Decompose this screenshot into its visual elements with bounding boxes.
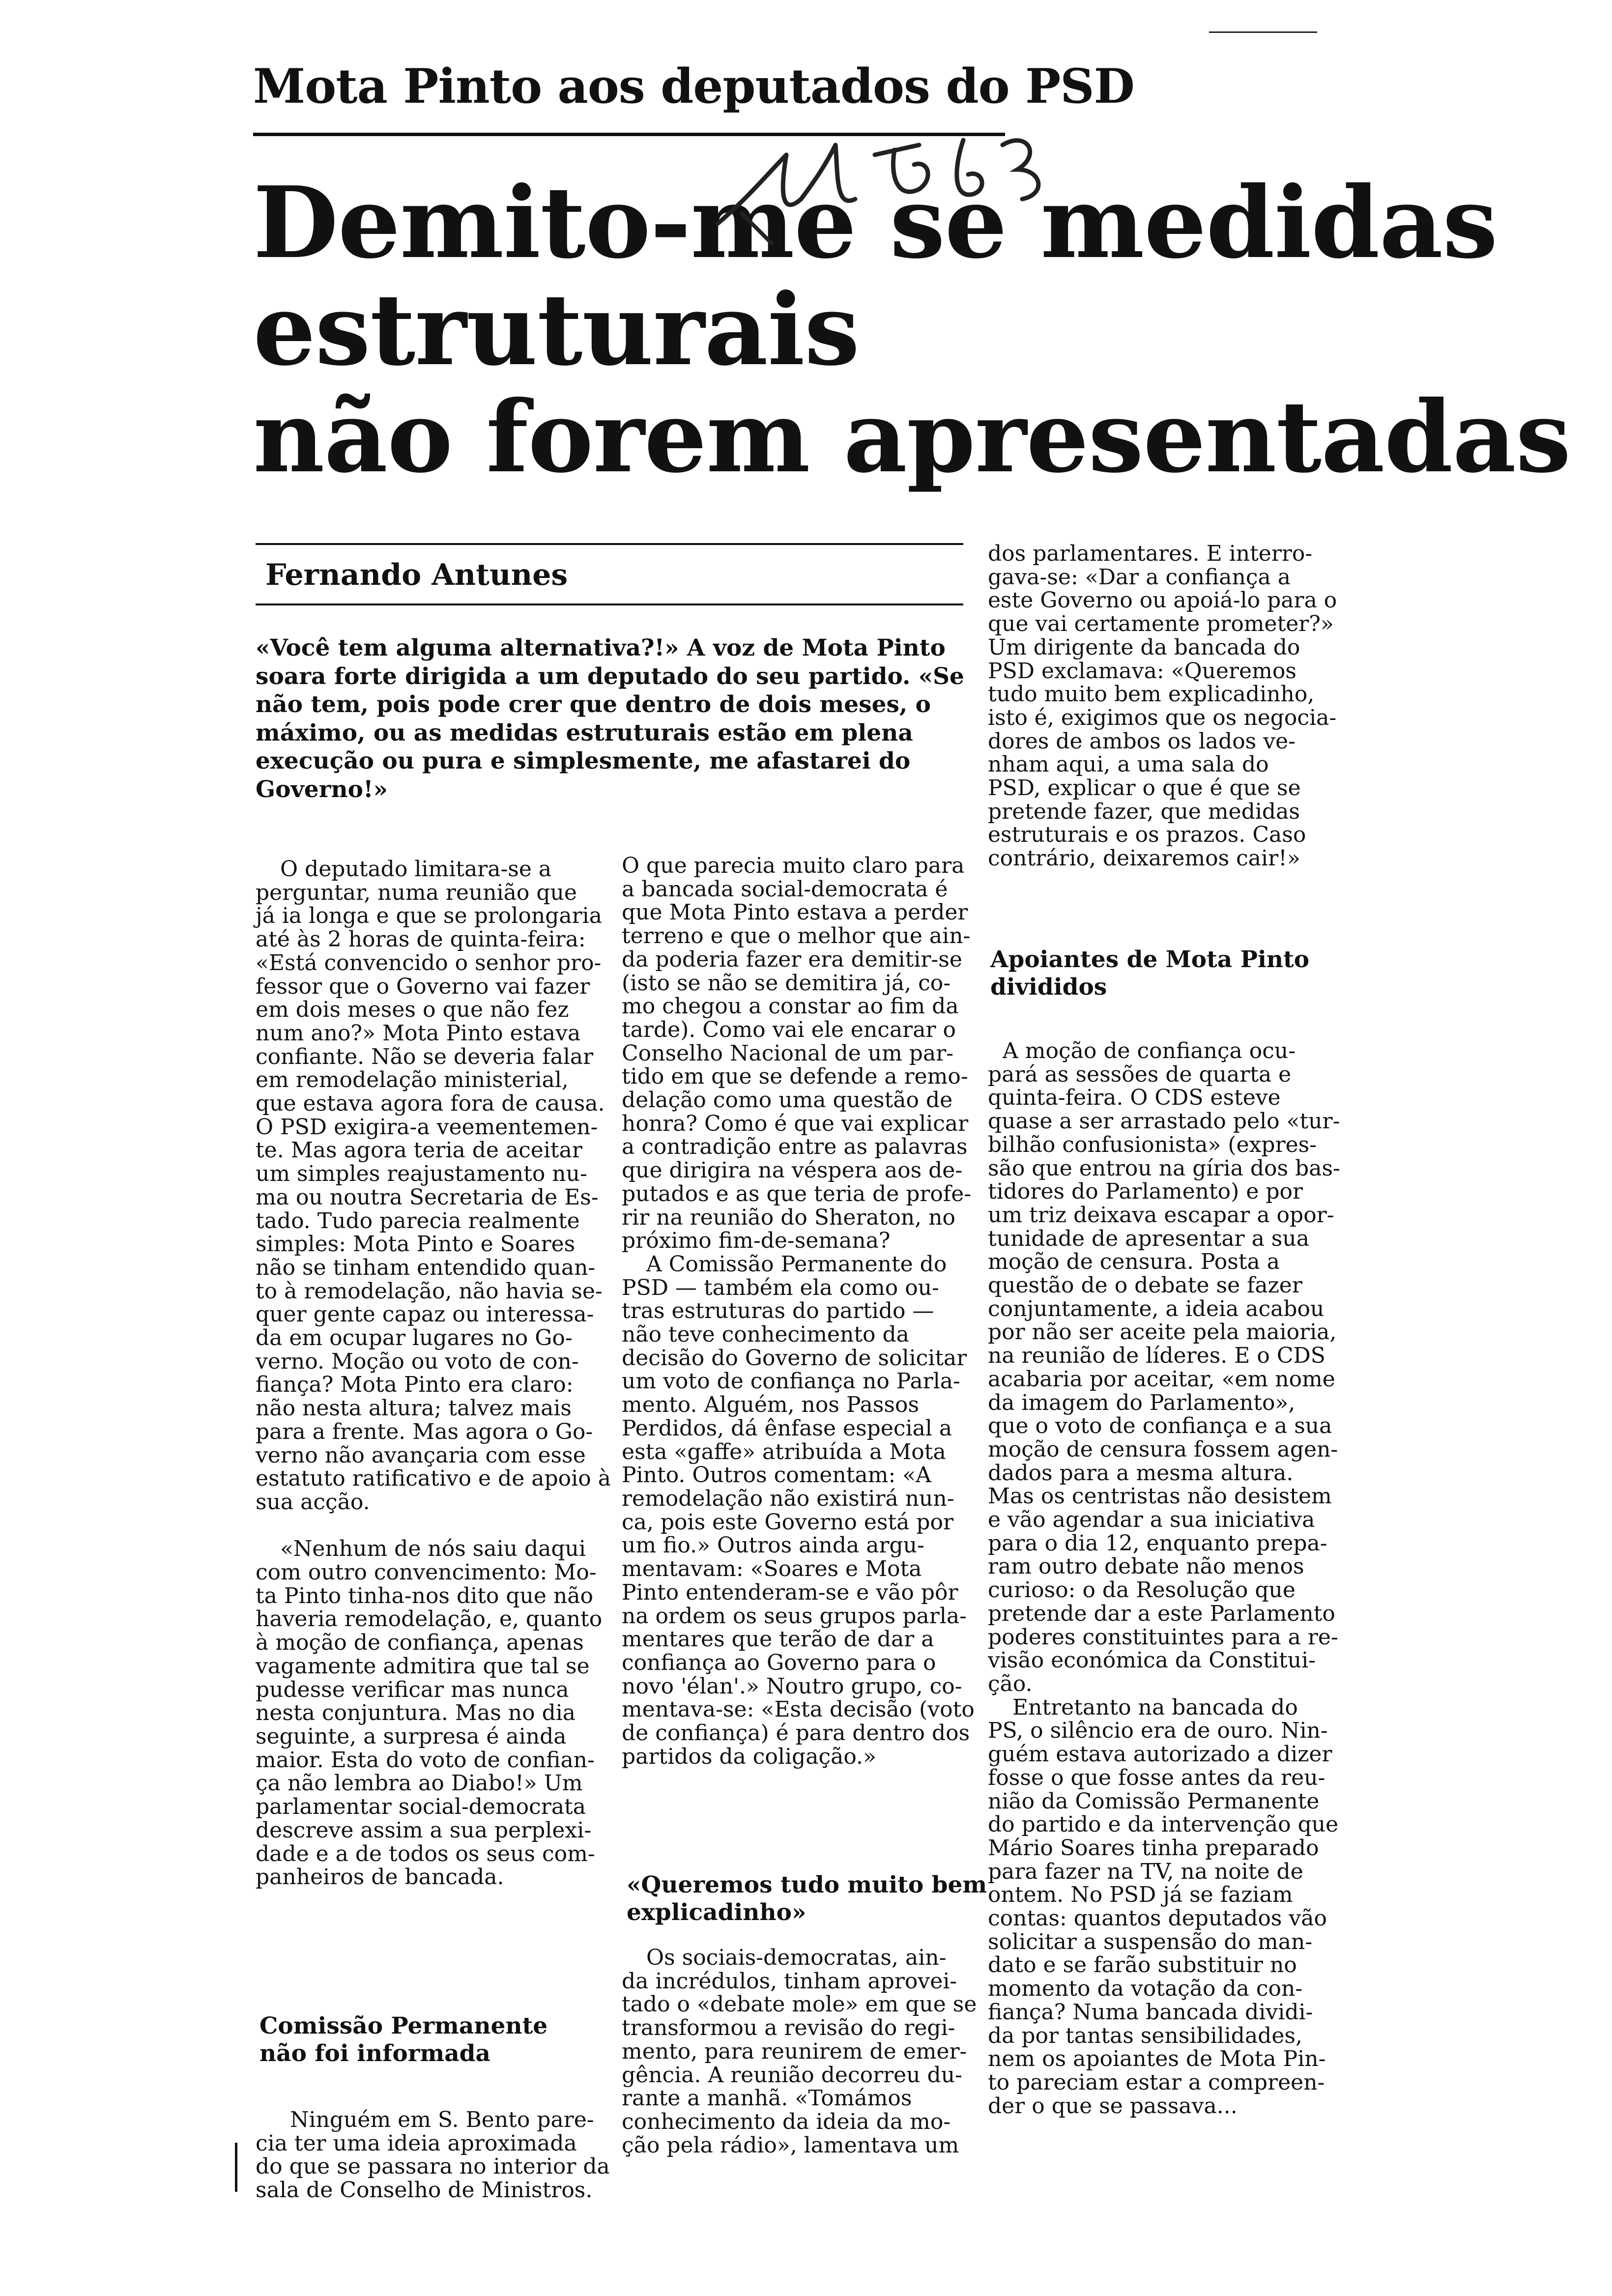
text-line: fosse o que fosse antes da reu- — [988, 1765, 1325, 1790]
text-line: isto é, exigimos que os negocia- — [988, 705, 1337, 730]
text-line: tado. Tudo parecia realmente — [256, 1208, 580, 1234]
text-line: rir na reunião do Sheraton, no — [622, 1205, 955, 1230]
top-edge-mark — [1209, 31, 1317, 33]
text-line: vagamente admitira que tal se — [256, 1653, 590, 1679]
text-line: para a frente. Mas agora o Go- — [256, 1419, 593, 1444]
text-line: conhecimento da ideia da mo- — [622, 2109, 951, 2134]
text-line: e vão agendar a sua iniciativa — [988, 1507, 1315, 1533]
text-line: da imagem do Parlamento», — [988, 1390, 1295, 1415]
subheading-line: não foi informada — [259, 2040, 490, 2067]
text-line: por não ser aceite pela maioria, — [988, 1320, 1337, 1345]
subheading-queremos-tudo — [627, 1871, 987, 1926]
text-line: nem os apoiantes de Mota Pin- — [988, 2046, 1326, 2072]
lead-line: não tem, pois pode crer que dentro de dois meses, o — [256, 691, 931, 718]
text-line: Conselho Nacional de um par- — [622, 1040, 954, 1066]
text-line: este Governo ou apoiá-lo para o — [988, 588, 1337, 613]
text-line: perguntar, numa reunião que — [256, 880, 577, 905]
text-line: gência. A reunião decorreu du- — [622, 2062, 962, 2088]
text-line: dores de ambos os lados ve- — [988, 728, 1296, 754]
text-line: acabaria por aceitar, «em nome — [988, 1366, 1335, 1392]
text-line: panheiros de bancada. — [256, 1865, 504, 1890]
text-line: um simples reajustamento nu- — [256, 1161, 587, 1187]
text-line: num ano?» Mota Pinto estava — [256, 1020, 581, 1046]
text-line: PSD exclamava: «Queremos — [988, 658, 1296, 684]
text-line: não teve conhecimento da — [622, 1322, 909, 1348]
text-line: dos parlamentares. E interro- — [988, 541, 1313, 566]
text-line: «Nenhum de nós saiu daqui — [280, 1536, 586, 1562]
text-line: mo chegou a constar ao fim da — [622, 994, 959, 1019]
text-line: tado o «debate mole» em que se — [622, 1992, 977, 2017]
column-1-body-end — [256, 2108, 610, 2202]
text-line: haveria remodelação, e, quanto — [256, 1607, 603, 1632]
text-line: nesta conjuntura. Mas no dia — [256, 1700, 576, 1726]
text-line: tudo muito bem explicadinho, — [988, 682, 1315, 707]
text-line: contas: quantos deputados vão — [988, 1906, 1327, 1931]
subheading-line: Apoiantes de Mota Pinto — [990, 946, 1310, 973]
text-line: que Mota Pinto estava a perder — [622, 900, 968, 925]
text-line: esta «gaffe» atribuída a Mota — [622, 1439, 946, 1464]
text-line: cia ter uma ideia aproximada — [256, 2130, 577, 2156]
headline-line-2: estruturais — [253, 272, 860, 388]
text-line: O que parecia muito claro para — [622, 853, 965, 878]
text-line: tarde). Como vai ele encarar o — [622, 1017, 956, 1042]
lead-line: «Você tem alguma alternativa?!» A voz de Mota Pinto — [256, 634, 946, 661]
subheading-apoiantes — [990, 946, 1309, 1001]
text-line: seguinte, a surpresa é ainda — [256, 1724, 567, 1749]
text-line: na reunião de líderes. E o CDS — [988, 1343, 1325, 1369]
lead-line: soara forte dirigida a um deputado do seu partido. «Se — [256, 662, 964, 690]
text-line: quinta-feira. O CDS esteve — [988, 1085, 1281, 1111]
text-line: novo 'élan'.» Noutro grupo, co- — [622, 1673, 962, 1699]
text-line: ta Pinto tinha-nos dito que não — [256, 1583, 593, 1608]
subheading-line: explicadinho» — [627, 1899, 806, 1926]
lead-line: Governo!» — [256, 775, 388, 803]
headline-line-1: Demito-me se medidas — [253, 165, 1497, 281]
text-line: de confiança) é para dentro dos — [622, 1721, 970, 1746]
text-line: Os sociais-democratas, ain- — [646, 1945, 947, 1970]
text-line: honra? Como é que vai explicar — [622, 1111, 969, 1136]
text-line: da por tantas sensibilidades, — [988, 2023, 1302, 2048]
text-line: Mas os centristas não desistem — [988, 1484, 1332, 1509]
column-1-body — [256, 858, 611, 1889]
text-line: à moção de confiança, apenas — [256, 1630, 584, 1656]
text-line: to à remodelação, não havia se- — [256, 1278, 603, 1304]
text-line: do partido e da intervenção que — [988, 1812, 1339, 1837]
text-line: verno não avançaria com esse — [256, 1442, 586, 1468]
text-line: dato e se farão substituir no — [988, 1952, 1297, 1978]
text-line: A Comissão Permanente do — [646, 1251, 947, 1277]
column-2-body — [622, 854, 975, 1768]
text-line: a contradição entre as palavras — [622, 1134, 968, 1160]
text-line: delação como uma questão de — [622, 1088, 953, 1113]
subheading-comissao-permanente — [259, 2012, 547, 2067]
text-line: curioso: o da Resolução que — [988, 1578, 1295, 1603]
text-line: da em ocupar lugares no Go- — [256, 1325, 573, 1351]
text-line: são que entrou na gíria dos bas- — [988, 1155, 1340, 1181]
text-line: maior. Esta do voto de confian- — [256, 1747, 595, 1773]
text-line: a bancada social-democrata é — [622, 876, 948, 902]
text-line: não nesta altura; talvez mais — [256, 1396, 572, 1421]
text-line: sua acção. — [256, 1489, 370, 1515]
text-line: para o dia 12, enquanto prepa- — [988, 1530, 1327, 1556]
text-line: até às 2 horas de quinta-feira: — [256, 927, 586, 952]
text-line: putados e as que teria de profe- — [622, 1181, 972, 1206]
text-line: ca, pois este Governo está por — [622, 1509, 954, 1535]
column-3-body — [988, 542, 1337, 870]
text-line: Entretanto na bancada do — [1012, 1694, 1298, 1720]
text-line: que vai certamente prometer?» — [988, 611, 1334, 637]
text-line: já ia longa e que se prolongaria — [256, 903, 602, 929]
text-line: Mário Soares tinha preparado — [988, 1835, 1319, 1861]
text-line: próximo fim-de-semana? — [622, 1228, 891, 1254]
text-line: Perdidos, dá ênfase especial a — [622, 1415, 952, 1441]
text-line: que dirigira na véspera aos de- — [622, 1158, 963, 1183]
text-line: para fazer na TV, na noite de — [988, 1859, 1303, 1884]
text-line: ção pela rádio», lamentava um — [622, 2132, 959, 2158]
margin-mark — [235, 2143, 237, 2192]
subheading-line: «Queremos tudo muito bem — [627, 1871, 987, 1898]
text-line: da poderia fazer era demitir-se — [622, 947, 962, 972]
text-line: to pareciam estar a compreen- — [988, 2069, 1325, 2095]
text-line: com outro convencimento: Mo- — [256, 1560, 597, 1585]
text-line: contrário, deixaremos cair!» — [988, 846, 1300, 871]
text-line: um voto de confiança no Parla- — [622, 1369, 960, 1394]
text-line: não se tinham entendido quan- — [256, 1255, 596, 1280]
lead-line: execução ou pura e simplesmente, me afastarei do — [256, 747, 911, 775]
text-line: O deputado limitara-se a — [280, 857, 552, 882]
text-line: Pinto. Outros comentam: «A — [622, 1463, 931, 1488]
text-line: que estava agora fora de causa. — [256, 1091, 605, 1117]
text-line: confiança ao Governo para o — [622, 1650, 936, 1675]
text-line: «Está convencido o senhor pro- — [256, 950, 602, 976]
text-line: solicitar a suspensão do man- — [988, 1929, 1313, 1954]
text-line: pretende fazer, que medidas — [988, 799, 1300, 824]
text-line: em dois meses o que não fez — [256, 997, 569, 1023]
text-line: da incrédulos, tinham aprovei- — [622, 1968, 957, 1994]
lead-line: máximo, ou as medidas estruturais estão em plena — [256, 719, 913, 746]
text-line: ram outro debate não menos — [988, 1554, 1304, 1579]
text-line: confiante. Não se deveria falar — [256, 1044, 594, 1069]
text-line: remodelação não existirá nun- — [622, 1486, 954, 1511]
text-line: moção de censura. Posta a — [988, 1249, 1280, 1275]
text-line: mentava-se: «Esta decisão (voto — [622, 1697, 975, 1722]
text-line: nham aqui, a uma sala do — [988, 752, 1269, 777]
text-line: fessor que o Governo vai fazer — [256, 974, 590, 999]
byline-rule-bottom — [256, 603, 963, 605]
text-line: que o voto de confiança e a sua — [988, 1413, 1332, 1439]
text-line: um fio.» Outros ainda argu- — [622, 1533, 924, 1558]
text-line: mentavam: «Soares e Mota — [622, 1556, 922, 1582]
text-line: fiança? Mota Pinto era claro: — [256, 1372, 574, 1398]
text-line: transformou a revisão do regi- — [622, 2015, 955, 2041]
text-line: mento. Alguém, nos Passos — [622, 1392, 920, 1418]
text-line: simples: Mota Pinto e Soares — [256, 1232, 576, 1257]
text-line: na ordem os seus grupos parla- — [622, 1603, 967, 1629]
text-line: pretende dar a este Parlamento — [988, 1601, 1335, 1626]
lead-paragraph — [256, 634, 963, 804]
text-line: um triz deixava escapar a opor- — [988, 1202, 1334, 1228]
text-line: mento, para reunirem de emer- — [622, 2038, 967, 2064]
text-line: pudesse verificar mas nunca — [256, 1677, 569, 1702]
text-line: Ninguém em S. Bento pare- — [290, 2107, 594, 2132]
text-line: bilhão confusionista» (expres- — [988, 1132, 1317, 1157]
text-line: (isto se não se demitira já, co- — [622, 970, 951, 996]
text-line: ma ou noutra Secretaria de Es- — [256, 1184, 599, 1210]
text-line: sala de Conselho de Ministros. — [256, 2178, 593, 2203]
text-line: verno. Moção ou voto de con- — [256, 1349, 579, 1374]
text-line: visão económica da Constitui- — [988, 1648, 1316, 1673]
text-line: ça não lembra ao Diabo!» Um — [256, 1771, 583, 1796]
text-line: Um dirigente da bancada do — [988, 634, 1300, 660]
text-line: rante a manhã. «Tomámos — [622, 2086, 912, 2111]
text-line: questão de o debate se fazer — [988, 1273, 1302, 1298]
text-line: PS, o silêncio era de ouro. Nin- — [988, 1718, 1328, 1744]
text-line: te. Mas agora teria de aceitar — [256, 1138, 582, 1163]
text-line: momento da votação da con- — [988, 1976, 1303, 2002]
text-line: terreno e que o melhor que ain- — [622, 923, 971, 949]
text-line: decisão do Governo de solicitar — [622, 1345, 967, 1371]
text-line: tunidade de apresentar a sua — [988, 1226, 1309, 1251]
text-line: dados para a mesma altura. — [988, 1460, 1294, 1486]
text-line: PSD, explicar o que é que se — [988, 775, 1301, 801]
column-2-body-end — [622, 1946, 977, 2157]
text-line: em remodelação ministerial, — [256, 1067, 569, 1093]
column-3-body-end — [988, 1039, 1340, 2118]
text-line: quase a ser arrastado pelo «tur- — [988, 1109, 1340, 1134]
text-line: tido em que se defende a remo- — [622, 1064, 968, 1090]
text-line: tidores do Parlamento) e por — [988, 1179, 1303, 1205]
text-line: descreve assim a sua perplexi- — [256, 1817, 592, 1843]
text-line: nião da Comissão Permanente — [988, 1788, 1320, 1814]
text-line: poderes constituintes para a re- — [988, 1624, 1338, 1650]
byline: Fernando Antunes — [265, 558, 568, 592]
paragraph-gap — [256, 1514, 611, 1538]
text-line: estatuto ratificativo e de apoio à — [256, 1466, 611, 1492]
byline-rule-top — [256, 543, 963, 545]
text-line: partidos da coligação.» — [622, 1744, 876, 1769]
text-line: fiança? Numa bancada dividi- — [988, 1999, 1313, 2025]
text-line: guém estava autorizado a dizer — [988, 1742, 1332, 1767]
text-line: Pinto entenderam-se e vão pôr — [622, 1579, 958, 1605]
text-line: mentares que terão de dar a — [622, 1627, 934, 1652]
text-line: estruturais e os prazos. Caso — [988, 822, 1306, 848]
text-line: moção de censura fossem agen- — [988, 1436, 1338, 1462]
text-line: pará as sessões de quarta e — [988, 1062, 1292, 1087]
text-line: conjuntamente, a ideia acabou — [988, 1296, 1324, 1321]
subheading-line: divididos — [990, 974, 1107, 1001]
text-line: do que se passara no interior da — [256, 2154, 610, 2180]
text-line: dade e a de todos os seus com- — [256, 1841, 595, 1866]
text-line: ontem. No PSD já se faziam — [988, 1882, 1293, 1908]
text-line: tras estruturas do partido — — [622, 1298, 934, 1324]
text-line: quer gente capaz ou interessa- — [256, 1302, 594, 1327]
text-line: gava-se: «Dar a confiança a — [988, 564, 1291, 590]
text-line: A moção de confiança ocu- — [1003, 1038, 1296, 1063]
text-line: PSD — também ela como ou- — [622, 1275, 939, 1300]
kicker-title: Mota Pinto aos deputados do PSD — [253, 58, 1134, 114]
handwritten-date-annotation — [688, 125, 1091, 253]
text-line: der o que se passava... — [988, 2093, 1238, 2119]
text-line: parlamentar social-democrata — [256, 1794, 586, 1820]
subheading-line: Comissão Permanente — [259, 2012, 548, 2039]
text-line: O PSD exigira-a veementemen- — [256, 1114, 598, 1140]
headline-line-3: não forem apresentadas — [253, 379, 1571, 495]
text-line: ção. — [988, 1671, 1033, 1696]
